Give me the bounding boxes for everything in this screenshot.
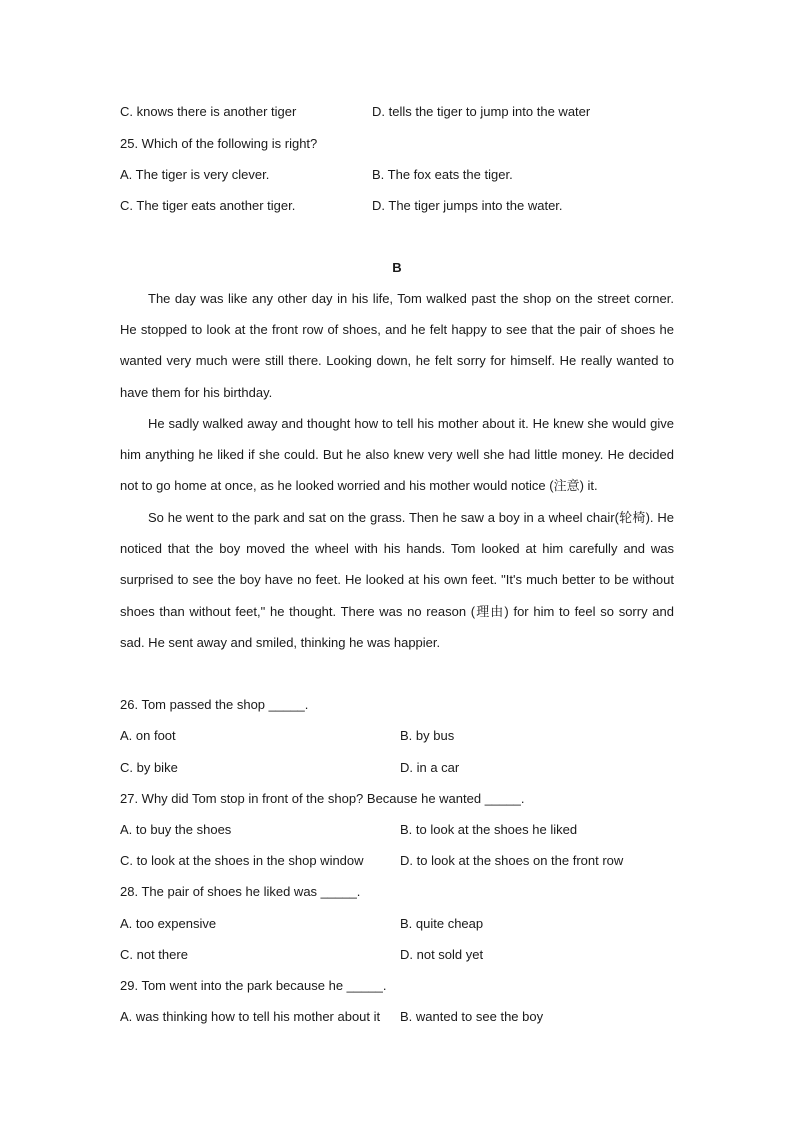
q28-stem: 28. The pair of shoes he liked was _____. — [120, 884, 361, 899]
q28-option-c: C. not there — [120, 947, 188, 962]
q28-option-b: B. quite cheap — [400, 916, 484, 931]
q27-option-c: C. to look at the shoes in the shop window — [120, 853, 364, 868]
q29-option-b: B. wanted to see the boy — [400, 1009, 544, 1024]
section-heading: B — [392, 260, 402, 275]
q26-option-b: B. by bus — [400, 728, 455, 743]
q26-option-d: D. in a car — [400, 760, 460, 775]
q26-option-c: C. by bike — [120, 760, 178, 775]
q25-option-b: B. The fox eats the tiger. — [372, 167, 513, 182]
q25-option-a: A. The tiger is very clever. — [120, 167, 270, 182]
q24-option-c: C. knows there is another tiger — [120, 104, 297, 119]
q25-stem: 25. Which of the following is right? — [120, 136, 318, 151]
q26-stem: 26. Tom passed the shop _____. — [120, 697, 309, 712]
passage-paragraph-1: The day was like any other day in his life, Tom walked past the shop on the street corner. He stopped to look at the front row of shoes, and he felt happy to see that the pair of shoes he wanted very much were still there. Looking down, he felt sorry for himself. He really wanted to have them for his birthday. — [120, 291, 674, 400]
q29-option-a: A. was thinking how to tell his mother about it — [120, 1009, 381, 1024]
q24-option-d: D. tells the tiger to jump into the water — [372, 104, 591, 119]
passage-paragraph-2: He sadly walked away and thought how to tell his mother about it. He knew she would give him anything he liked if she could. But he also knew very well she had little money. He decided not to go home at once, as he looked worried and his mother would notice (注意) it. — [120, 416, 674, 494]
q25-option-c: C. The tiger eats another tiger. — [120, 198, 296, 213]
q27-option-a: A. to buy the shoes — [120, 822, 232, 837]
q29-stem: 29. Tom went into the park because he _____. — [120, 978, 387, 993]
q25-option-d: D. The tiger jumps into the water. — [372, 198, 563, 213]
q26-option-a: A. on foot — [120, 728, 176, 743]
passage-paragraph-3: So he went to the park and sat on the grass. Then he saw a boy in a wheel chair(轮椅). He noticed that the boy moved the wheel with his hands. Tom looked at him carefully and was surprised to see the boy have no feet. He looked at his own feet. "It's much better to be without shoes than without feet," he thought. There was no reason (理由) for him to feel so sorry and sad. He sent away and smiled, thinking he was happier. — [120, 510, 674, 650]
q27-option-b: B. to look at the shoes he liked — [400, 822, 578, 837]
q27-stem: 27. Why did Tom stop in front of the shop? Because he wanted _____. — [120, 791, 525, 806]
q27-option-d: D. to look at the shoes on the front row — [400, 853, 624, 868]
q28-option-d: D. not sold yet — [400, 947, 484, 962]
q28-option-a: A. too expensive — [120, 916, 217, 931]
